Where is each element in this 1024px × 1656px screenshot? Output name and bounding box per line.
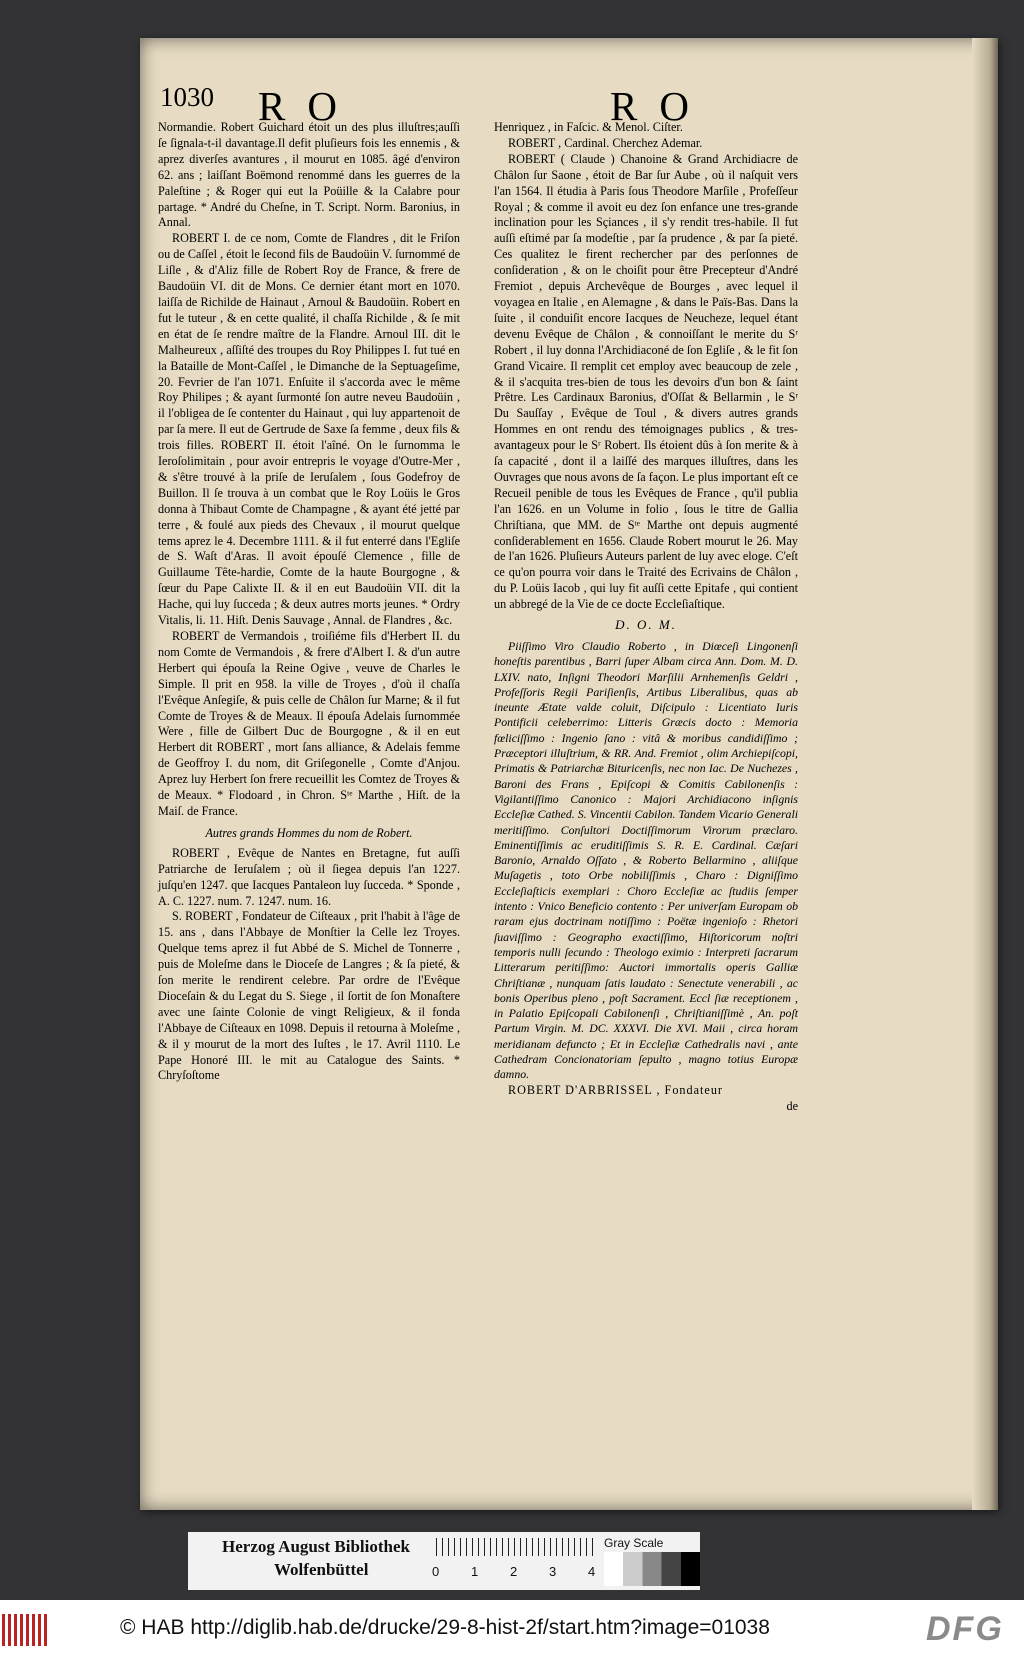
library-city: Wolfenbüttel (274, 1560, 369, 1579)
paragraph: ROBERT ( Claude ) Chanoine & Grand Archidiacre de Châlon ſur Saone , étoit de Bar ſur Aube , où il naſquit vers l'an 1564. Il étudia à Paris ſous Theodore Marſile , Profeſſeur Royal ; & comme il avoit eu dez ſon enfance une tres-grande inclination pour les Sçiances , il s'y rendit tres-habile. Il fut auſſi eſtimé par ſa modeſtie , par ſa prudence , & par ſa pieté. Ces qualitez le firent rechercher par des perſonnes de conſideration , & on le choiſit pour être Precepteur d'André Fremiot , depuis Archevêque de Bourges , avec lequel il voyagea en Italie , en Alemagne , & dans le Païs-Bas. Dans la ſuite , il conduiſit encore Iacques de Neucheze, lequel étant devenu Evêque de Châlon , & connoiſſant le merite du Sʳ Robert , il luy donna l'Archidiaconé de ſon Egliſe , & le fit ſon Grand Vicaire. Il remplit cet employ avec beaucoup de zele , & il s'acquita tres-bien de tous les devoirs d'un bon & ſaint Prêtre. Les Cardinaux Baronius, d'Oſſat & Bellarmin , le Sʳ Du Sauſſay , Evêque de Toul , & divers autres grands Hommes en ont rendu des témoignages publics , & tres- avantageux pour le Sʳ Robert. Ils étoient dûs à ſon merite & à ſa capacité , dont il a laiſſé des marques illuſtres, dans les Ouvrages que nous avons de ſa façon. Le plus important eſt ce Recueil penible de tous les Evêques de France , qu'il publia l'an 1626. en un Volume in folio , ſous le titre de Gallia Chriſtiana, que MM. de Sᵗᵉ Marthe ont depuis augmenté conſiderablement en 1656. Claude Robert mourut le 26. May de l'an 1626. Pluſieurs Auteurs parlent de luy avec eloge. C'eſt ce qu'on pourra voir dans le Traité des Ecrivains de Châlon , du P. Loüis Iacob , qui luy fit auſſi cette Epitafe , qui contient un abbregé de la Vie de ce docte Eccleſiaſtique. (494, 151, 798, 612)
running-head-left: RO (258, 83, 359, 129)
ruler-number: 2 (510, 1564, 518, 1579)
section-subheading: Autres grands Hommes du nom de Robert. (205, 825, 413, 840)
epitaph-text: Piiſſimo Viro Claudio Roberto , in Diœceſi Lingonenſi honeſtis parentibus , Barri ſuper Albam circa Ann. Dom. M. D. LXIV. nato, Inſigni Theodori Marſilii Arnhemenſis Geldri , Profeſſoris Regii Pariſienſis, Artibus Liberalibus, quas ab ineunte Ætate valde coluit, Diſcipulo : Licentiato Iuris Pontificii celeberrimo: Litteris Græcis docto : Memoria fœliciſſimo : Ingenio ſano : vitâ & moribus candidiſſimo ; Præceptori illuſtrium, & RR. And. Fremiot , olim Archiepiſcopi, Primatis & Patriarchæ Bituricenſis, nec non Iac. De Nuchezes , Baroni des Frans , Epiſcopi & Comitis Cabilonenſis : Vigilantiſſimo Canonico : Majori Archidiacono inſignis Eccleſiæ Cathed. S. Vincentii Cabilon. Tandem Vicario Generali meritiſſimo. Conſultori Doctiſſimorum Virorum præclaro. Eminentiſſimis ac eruditiſſimis S. R. E. Cardinal. Cæſari Baronio, Arnaldo Oſſato , & Roberto Bellarmino , aliiſque Muſagetis , toto Orbe nobiliſſimis , Charo : Digniſſimo Eccleſiaſticis exemplari : Choro Eccleſiæ ac ſtudiis ſemper intento : Vnico Beneficio contento : Per univerſam Europam ob raram ejus doctrinam notiſſimo : Poëtæ ingenioſo : Rhetori ſuaviſſimo : Geographo exactiſſimo, Hiſtoricorum noſtri temporis nulli ſecundo : Theologo eximio : Interpreti ſacrarum Litterarum peritiſſimo: Auctori immortalis operis Galliæ Chriſtianæ , nunquam ſatis laudato : Senectute venerabili , ac bonis Operibus pleno , poſt Sacrament. Eccl ſiæ receptionem , in Palatio Epiſcopali Cabilonenſi , Chriſtianiſſimè , An. poſt Partum Virgin. M. DC. XXXVI. Die XVI. Maii , circa horam meridianam defuncto ; Et in Eccleſiæ Cathedralis navi , ante Cathedram Concionatoriam ſepulto , magno totius Europæ damno. (494, 639, 798, 1082)
ruler-number: 1 (471, 1564, 479, 1579)
ruler-number: 4 (588, 1564, 596, 1579)
page-gutter (972, 38, 998, 1510)
page-number: 1030 (160, 82, 214, 112)
ruler-number: 3 (549, 1564, 557, 1579)
paragraph: ROBERT de Vermandois , troiſiéme fils d'Herbert II. du nom Comte de Vermandois , & frere d'Albert I. & d'un autre Herbert qui épouſa la Reine Ogive , veuve de Charles le Simple. Il prit en 958. la ville de Troyes , d'où il chaſſa l'Evêque Anſegiſe, & puis celle de Châlon ſur Marne; & il fut Comte de Troyes & de Meaux. Il épouſa Adelais ſurnommée Were , fille de Gilbert Duc de Bourgogne , & il en eut Herbert dit ROBERT , mort ſans alliance, & Adelais femme de Geoffroy I. du nom, dit Griſegonelle , Comte d'Anjou. Aprez luy Herbert ſon frere recueillit les Comtez de Troyes & de Meaux. * Flodoard , in Chron. Sᵗᵉ Marthe , Hiſt. de la Maiſ. de France. (158, 629, 460, 818)
epitaph-heading: D. O. M. (615, 617, 677, 633)
hab-logo-icon (2, 1614, 48, 1646)
library-name: Herzog August Bibliothek (222, 1537, 410, 1556)
paragraph: Normandie. Robert Guichard étoit un des plus illuſtres;auſſi ſe ſignala-t-il davantage.Il defit pluſieurs fois les ennemis , & aprez diverſes avantures , il mourut en 1085. âgé d'environ 62. ans ; laiſſant Boëmond renommé dans les guerres de la Paleſtine ; & Roger qui eut la Poüille & la Calabre pour partage. * André du Cheſne, in T. Script. Norm. Baronius, in Annal. (158, 120, 460, 230)
ruler-number: 0 (432, 1564, 440, 1579)
running-head-right: RO (610, 83, 711, 129)
catchword: de (786, 1098, 798, 1113)
dfg-logo: DFG (926, 1610, 1004, 1648)
paragraph: S. ROBERT , Fondateur de Ciſteaux , prit l'habit à l'âge de 15. ans , dans l'Abbaye de Monſtier la Celle lez Troyes. Quelque tems aprez il fut Abbé de S. Michel de Tonnerre , puis de Moleſme dans le Dioceſe de Langres ; & ſa pieté, & ſon merite le rendirent celebre. Par ordre de l'Evêque Dioceſain & du Legat du S. Siege , il ſortit de ſon Monaſtere avec une ſainte Colonie de vingt Religieux, & il fonda l'Abbaye de Ciſteaux en 1098. Depuis il retourna à Moleſme , & il y mourut de la mort des Iuſtes , le 17. Avril 1110. Le Pape Honoré III. le mit au Catalogue des Saints. * Chryſoſtome (158, 909, 460, 1083)
gray-scale-label: Gray Scale (604, 1536, 664, 1550)
left-column (158, 120, 460, 1084)
right-column (494, 120, 798, 1114)
paragraph: ROBERT D'ARBRISSEL , Fondateur (508, 1082, 723, 1097)
gray-scale-bars (604, 1552, 700, 1586)
paragraph: ROBERT , Evêque de Nantes en Bretagne, fut auſſi Patriarche de Ieruſalem ; où il ſiegea depuis l'an 1227. juſqu'en 1247. que Iacques Pantaleon luy ſucceda. * Sponde , A. C. 1227. num. 7. 1247. num. 16. (158, 845, 460, 908)
paragraph: ROBERT I. de ce nom, Comte de Flandres , dit le Friſon ou de Caſſel , étoit le ſecond fils de Baudoüin V. ſurnommé de Liſle , & d'Aliz fille de Robert Roy de France, & frere de Baudoüin VI. dit de Mons. Ce dernier étant mort en 1070. laiſſa de Richilde de Hainaut , Arnoul & Baudoüin. Robert en fut le tuteur , & en cette qualité, il chaſſa Richilde , & ſe mit en état de ſe rendre maître de la Flandre. Arnoul III. dit le Malheureux , aſſiſté des troupes du Roy Philippes I. fut tué en la Bataille de Mont-Caſſel , le Dimanche de la Septuageſime, 20. Fevrier de l'an 1071. Enſuite il s'accorda avec le même Roy Philipes ; & ayant ſurmonté ſon autre neveu Baudoüin , il l'obligea de ſe contenter du Hainaut , qui luy appartenoit de par ſa mere. Il eut de Gertrude de Saxe ſa femme , deux fils & trois filles. ROBERT II. étoit l'aîné. On le ſurnomma le Ieroſolimitain , pour avoir entrepris le voyage d'Outre-Mer , & s'être trouvé à la priſe de Ieruſalem , ſous Godefroy de Buillon. Il ſe trouva à un combat que le Roy Loüis le Gros donna à Thibaut Comte de Champagne , & ayant été jetté par terre , & foulé aux pieds des Chevaux , il mourut quelque tems aprez le 4. Decembre 1111. & il fut enterré dans l'Egliſe de S. Waſt d'Aras. Il avoit épouſé Clemence , fille de Guillaume Tête-hardie, Comte de la haute Bourgogne , & ſœur du Pape Calixte II. & il en eut Baudoüin VII. dit la Hache, qui luy ſucceda ; & deux autres morts jeunes. * Ordry Vitalis, li. 11. Hiſt. Denis Sauvage , Annal. de Flandres , &c. (158, 231, 460, 628)
color-calibration-ruler (188, 1532, 700, 1590)
ruler-ticks (436, 1538, 596, 1556)
viewer-footer (0, 1600, 1024, 1656)
paragraph: ROBERT , Cardinal. Cherchez Ademar. (508, 135, 703, 150)
source-link[interactable]: © HAB http://diglib.hab.de/drucke/29-8-hist-2f/start.htm?image=01038 (120, 1616, 770, 1639)
paragraph: Henriquez , in Faſcic. & Menol. Ciſter. (494, 120, 683, 134)
